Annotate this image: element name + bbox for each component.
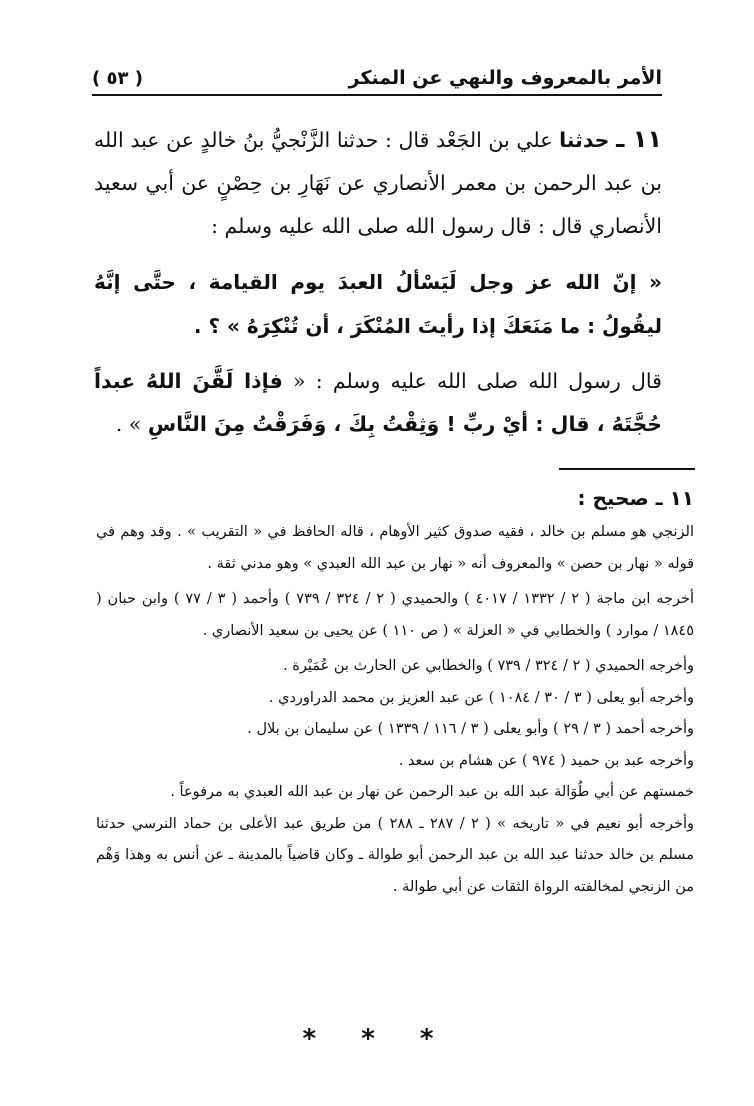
- note-paragraph: الزنجي هو مسلم بن خالد ، فقيه صدوق كثير الأوهام ، قاله الحافظ في « التقريب » . وقد وهم في قوله « نهار بن حصن » والمعروف أنه « نهار بن عبد الله العبدي » وهو مدني ثقة .: [96, 524, 694, 572]
- hadith-number: ١١ ـ: [616, 125, 662, 153]
- header-title: الأمر بالمعروف والنهي عن المنكر: [348, 67, 662, 89]
- notes-title: ١١ ـ صحيح :: [577, 486, 694, 510]
- note-paragraph: وأخرجه أبو نعيم في « تاريخه » ( ٢ / ٢٨٧ ـ ٢٨٨ ) من طريق عبد الأعلى بن حماد النرسي حدثنا مسلم بن خالد حدثنا عبد الله بن عبد الرحمن أبو طوالة ـ وكان قاضياً بالمدينة ـ عن أنس به وهذا وَهْم من الزنجي لمخالفته الرواة الثقات عن أبي طوالة .: [96, 815, 694, 895]
- note-paragraph: وأخرجه عبد بن حميد ( ٩٧٤ ) عن هشام بن سعد .: [398, 752, 694, 769]
- note-paragraph: وأخرجه أبو يعلى ( ٣ / ٣٠ / ١٠٨٤ ) عن عبد العزيز بن محمد الدراوردي .: [268, 689, 694, 706]
- second-paragraph-intro: قال رسول الله صلى الله عليه وسلم : «: [293, 369, 662, 393]
- running-header: [92, 62, 662, 96]
- note-paragraph: خمستهم عن أبي طُوَالة عبد الله بن عبد الرحمن عن نهار بن عبد الله العبدي به مرفوعاً .: [170, 784, 694, 800]
- note-paragraph: وأخرجه الحميدي ( ٢ / ٣٢٤ / ٧٣٩ ) والخطابي عن الحارث بن عُمَيْرة .: [283, 658, 694, 674]
- second-paragraph-quote: فإذا لَقَّنَ اللهُ عبداً حُجَّتَهُ ، قال : أيْ ربِّ ! وَثِقْتُ بِكَ ، وَفَرَقْتُ مِنَ النَّاسِ: [94, 369, 662, 436]
- page-number: ( ٥٣ ): [92, 67, 143, 89]
- note-paragraph: أخرجه ابن ماجة ( ٢ / ١٣٣٢ / ٤٠١٧ ) والحميدي ( ٢ / ٣٢٤ / ٧٣٩ ) وأحمد ( ٣ / ٧٧ ) وابن حبان ( ١٨٤٥ / موارد ) والخطابي في « العزلة » ( ص ١١٠ ) عن يحيى بن سعيد الأنصاري .: [96, 591, 695, 639]
- footnote-divider: [559, 468, 695, 470]
- section-stars: * * *: [302, 1024, 452, 1054]
- takhrij-notes: [96, 481, 694, 903]
- haddathana-word: حدثنا: [559, 128, 610, 152]
- main-text: [94, 118, 662, 446]
- isnad-text: علي بن الجَعْد قال : حدثنا الزَّنْجيُّ بنُ خالدٍ عن عبد الله بن عبد الرحمن بن معمر الأنصاري عن نَهَارِ بن حِصْنٍ عن أبي سعيد الأنصاري قال : قال رسول الله صلى الله عليه وسلم :: [94, 128, 662, 238]
- note-paragraph: وأخرجه أحمد ( ٣ / ٢٩ ) وأبو يعلى ( ٣ / ١١٦ / ١٣٣٩ ) عن سليمان بن بلال .: [247, 721, 694, 737]
- hadith-text: « إنّ الله عز وجل لَيَسْألُ العبدَ يوم القيامة ، حتَّى إنَّهُ ليقُولُ : ما مَنَعَكَ إذا رأيتَ المُنْكَرَ ، أن تُنْكِرَهُ » ؟ .: [94, 270, 662, 338]
- second-paragraph: [94, 360, 662, 446]
- isnad-paragraph: [94, 118, 662, 248]
- second-paragraph-end: » .: [115, 412, 142, 436]
